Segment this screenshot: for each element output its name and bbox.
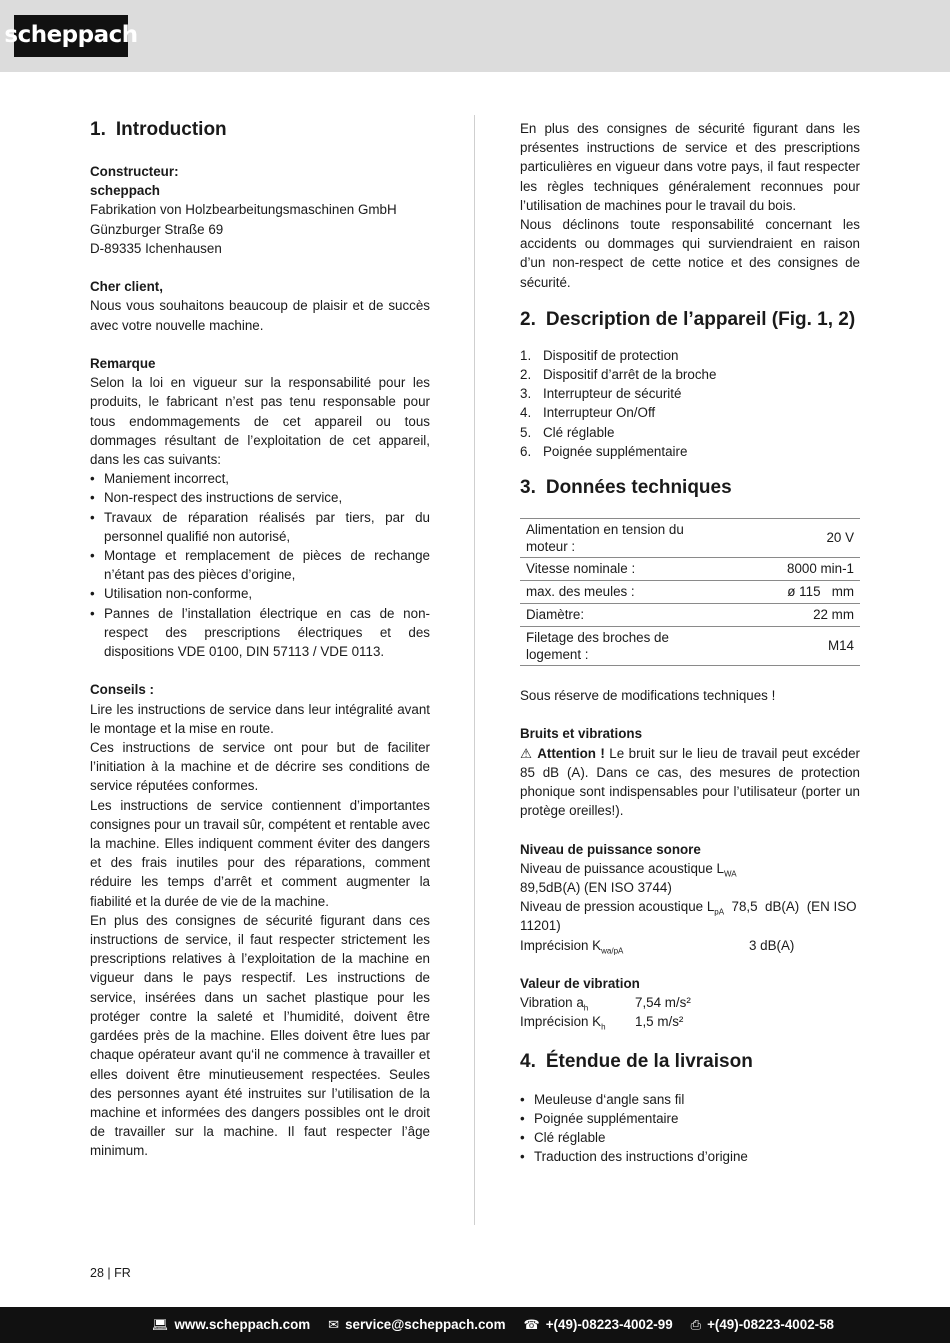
tips-title: Conseils :: [90, 682, 154, 698]
table-row: [520, 519, 860, 558]
fax-text: +(49)-08223-4002-58: [707, 1317, 834, 1333]
manufacturer-name: scheppach: [90, 183, 160, 199]
lpa-value: 78,5 dB(A) (EN ISO 11201): [520, 899, 861, 934]
vibration-label: Vibration a: [520, 995, 584, 1011]
right-column: [520, 119, 860, 1166]
logo-text: scheppach: [4, 22, 138, 49]
vibration-k-subscript: h: [601, 1023, 606, 1033]
spec-label: Filetage des broches de logement :: [526, 629, 669, 663]
fax-icon: ⎙: [690, 1317, 702, 1333]
lpa-label: Niveau de pression acoustique L: [520, 899, 715, 915]
vibration-k-value: 1,5 m/s²: [635, 1014, 684, 1030]
tips-paragraph: Lire les instructions de service dans leur intégralité avant le montage et la mise en route.: [90, 701, 430, 736]
list-item: • Montage et remplacement de pièces de rechange n’étant pas des pièces d’origine,: [90, 546, 430, 584]
k-subscript: wa/pA: [601, 946, 624, 956]
list-item: • Travaux de réparation réalisés par tiers, par du personnel qualifié non autorisé,: [90, 508, 430, 546]
list-item: [520, 442, 860, 461]
item-label: Clé réglable: [543, 424, 615, 440]
vibration-row: [520, 993, 860, 1012]
header-bar: [0, 0, 950, 72]
column-divider: [474, 115, 475, 1225]
item-number: 1.: [520, 347, 532, 363]
left-column: [90, 118, 430, 1161]
envelope-icon: ✉: [328, 1317, 340, 1333]
section-title: Description de l’appareil (Fig. 1, 2): [545, 308, 856, 330]
attention-paragraph: [520, 744, 860, 821]
section-title: Introduction: [115, 119, 227, 140]
address-line: Günzburger Straße 69: [90, 221, 224, 237]
lwa-line: [520, 859, 860, 878]
section-title: Données techniques: [545, 477, 732, 499]
item-label: Dispositif de protection: [543, 347, 679, 363]
computer-icon: 💻︎: [151, 1317, 169, 1333]
vibration-k-label: Imprécision K: [520, 1014, 602, 1030]
k-label: Imprécision K: [520, 937, 602, 953]
list-item: • Traduction des instructions d’origine: [520, 1147, 860, 1166]
email-text: service@scheppach.com: [345, 1317, 506, 1333]
spec-value: 22 mm: [813, 607, 854, 623]
remark-list: [90, 469, 430, 661]
list-item: • Clé réglable: [520, 1128, 860, 1147]
table-row: [520, 558, 860, 581]
intro-paragraph: En plus des consignes de sécurité figurant dans les présentes instructions de service et des prescriptions particulières en vigueur dans votre pays, il faut respecter les règles techniques généralement reconnues pour l’utilisation de machines pour le travail du bois.: [520, 121, 860, 213]
section-title: Étendue de la livraison: [545, 1050, 753, 1072]
spec-label: Alimentation en tension du moteur :: [526, 521, 684, 555]
greeting-text: Nous vous souhaitons beaucoup de plaisir et de succès avec votre nouvelle machine.: [90, 298, 430, 333]
address-line: Fabrikation von Holzbearbeitungsmaschinen GmbH: [90, 202, 397, 218]
phone-text: +(49)-08223-4002-99: [545, 1317, 673, 1333]
footer-email[interactable]: [328, 1315, 505, 1334]
list-item: [520, 384, 860, 403]
section-number: 1.: [90, 119, 106, 140]
footer-website[interactable]: [152, 1315, 310, 1334]
greeting: Cher client,: [90, 279, 163, 295]
website-text: www.scheppach.com: [174, 1317, 311, 1333]
scheppach-logo: [4, 15, 138, 57]
spec-label: Diamètre:: [526, 607, 585, 623]
footer-bar: [0, 1307, 950, 1343]
delivery-list: [520, 1090, 860, 1167]
spec-value: M14: [827, 638, 854, 654]
section-number: 3.: [520, 477, 536, 499]
list-item: [520, 346, 860, 365]
specs-table: [520, 518, 860, 666]
noise-title: Bruits et vibrations: [520, 726, 643, 742]
section-heading-technical-data: [520, 476, 860, 500]
table-row: [520, 604, 860, 627]
lwa-label: Niveau de puissance acoustique L: [520, 860, 724, 876]
lpa-line: [520, 897, 860, 935]
attention-text: Le bruit sur le lieu de travail peut excéder 85 dB (A). Dans ce cas, des mesures de protection phonique sont indispensables pour l’utilisateur (porter un protège oreilles!).: [520, 745, 860, 819]
list-item: • Non-respect des instructions de service,: [90, 488, 430, 507]
item-label: Poignée supplémentaire: [543, 443, 688, 459]
table-row: [520, 581, 860, 604]
item-number: 5.: [520, 424, 532, 440]
tips-paragraph: Ces instructions de service ont pour but de faciliter l’initiation à la machine et de décrire ses conditions de service réputées conformes.: [90, 740, 430, 794]
reserve-note: Sous réserve de modifications techniques !: [520, 688, 776, 704]
section-heading-introduction: [90, 118, 430, 142]
item-number: 2.: [520, 367, 532, 383]
vibration-value: 7,54 m/s²: [635, 995, 691, 1011]
vibration-title: Valeur de vibration: [520, 976, 640, 992]
attention-label: Attention !: [537, 745, 605, 761]
spec-label: max. des meules :: [526, 584, 635, 600]
remark-text: Selon la loi en vigueur sur la responsabilité pour les produits, le fabricant n’est pas tenu responsable pour tous endommagements de cet appareil ou tous dommages résultant de l’exploitation de cet appareil, dans les cas suivants:: [90, 375, 430, 468]
k-value: 3 dB(A): [749, 937, 795, 953]
list-item: • Pannes de l’installation électrique en cas de non-respect des prescriptions électriques et des dispositions VDE 0100, DIN 57113 / VDE 0113.: [90, 604, 430, 662]
address-line: D-89335 Ichenhausen: [90, 240, 222, 256]
sound-title: Niveau de puissance sonore: [520, 841, 701, 857]
vibration-k-row: [520, 1012, 860, 1031]
list-item: • Utilisation non-conforme,: [90, 584, 430, 603]
intro-paragraph: Nous déclinons toute responsabilité concernant les accidents ou dommages qui surviendraient en raison d’un non-respect de cette notice et des consignes de sécurité.: [520, 217, 860, 290]
manufacturer-label: Constructeur:: [90, 164, 179, 179]
lwa-subscript: WA: [723, 869, 737, 879]
footer-phone[interactable]: [524, 1315, 673, 1334]
phone-icon: ☎: [523, 1317, 540, 1333]
item-label: Interrupteur de sécurité: [543, 386, 682, 402]
warning-icon: ⚠: [520, 745, 533, 761]
spec-value: ø 115 mm: [787, 584, 854, 600]
parts-list: [520, 346, 860, 461]
spec-value: 20 V: [826, 530, 854, 546]
tips-paragraph: Les instructions de service contiennent d’importantes consignes pour un travail sûr, compétent et rentable avec la machine. Elles indiquent comment éviter des dangers et des frais inutiles pour des réparations, comment réduire les temps d’arrêt et comment augmenter la fiabilité et la durée de vie de la machine.: [90, 797, 430, 909]
item-label: Dispositif d’arrêt de la broche: [543, 367, 717, 383]
list-item: [520, 365, 860, 384]
tips-paragraph: En plus des consignes de sécurité figurant dans ces instructions de service, il faut respecter strictement les prescriptions relatives à l’exploitation de la machine en vigueur dans le pays respectif. Les instructions de service, insérées dans un sachet plastique pour les protéger contre la saleté et l’humidité, doivent être gardées près de la machine. Elles doivent être lues par chaque opérateur avant qu‘il ne commence à travailler et elles doivent être minutieusement respectées. Seules des personnes ayant été instruites sur l’utilisation de la machine et informées des dangers possibles ont le droit de travailler sur la machine. Il faut respecter l’âge minimum.: [90, 912, 430, 1159]
page-number: 28 | FR: [90, 1266, 131, 1280]
lwa-value: 89,5dB(A) (EN ISO 3744): [520, 880, 672, 896]
list-item: • Maniement incorrect,: [90, 469, 430, 488]
lpa-subscript: pA: [714, 907, 725, 917]
table-row: [520, 627, 860, 666]
section-number: 4.: [520, 1050, 536, 1072]
footer-fax: [691, 1315, 834, 1334]
item-label: Interrupteur On/Off: [543, 405, 656, 421]
k-line: [520, 936, 860, 955]
item-number: 6.: [520, 443, 532, 459]
spec-value: 8000 min-1: [787, 561, 854, 577]
list-item: • Poignée supplémentaire: [520, 1109, 860, 1128]
vibration-subscript: h: [583, 1003, 589, 1013]
section-heading-delivery: [520, 1050, 860, 1074]
section-number: 2.: [520, 308, 536, 330]
list-item: [520, 403, 860, 422]
section-heading-description: [520, 308, 860, 332]
remark-title: Remarque: [90, 356, 156, 371]
list-item: • Meuleuse d‘angle sans fil: [520, 1090, 860, 1109]
item-number: 3.: [520, 386, 532, 402]
item-number: 4.: [520, 405, 532, 421]
list-item: [520, 423, 860, 442]
spec-label: Vitesse nominale :: [526, 561, 636, 577]
